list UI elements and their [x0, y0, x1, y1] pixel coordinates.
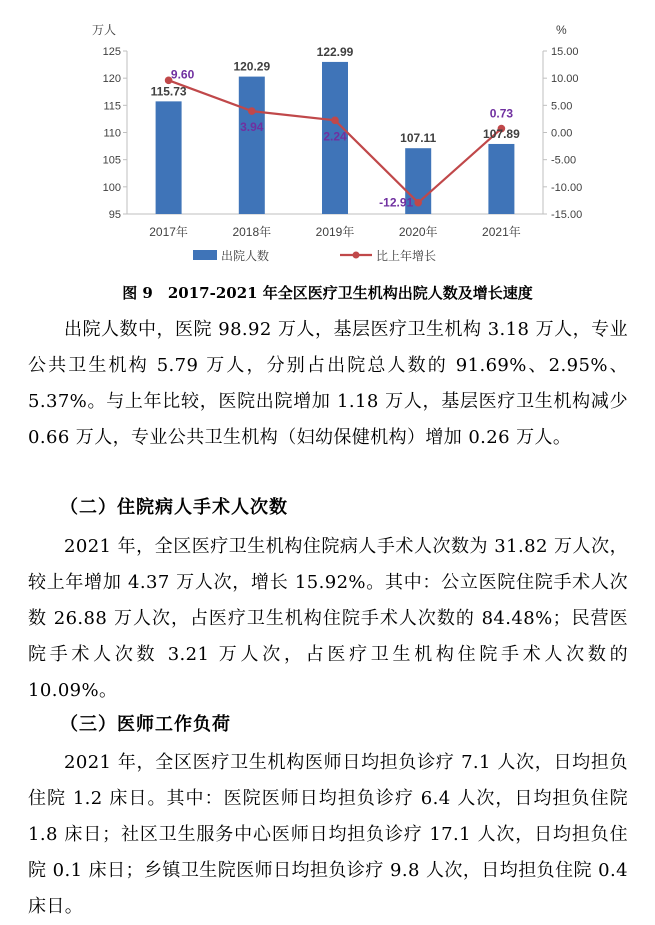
bar-value-label: 122.99 — [316, 44, 354, 59]
left-tick-label: 100 — [102, 181, 121, 194]
bar-line-chart — [0, 0, 655, 275]
right-tick-label: -15.00 — [551, 209, 583, 221]
x-tick-label: 2019年 — [315, 225, 355, 239]
growth-value-label: -12.91 — [379, 195, 414, 210]
left-tick-label: 115 — [103, 100, 121, 113]
growth-value-label: 2.24 — [323, 129, 347, 144]
left-tick-label: 105 — [102, 154, 121, 167]
growth-point — [414, 199, 422, 207]
bar — [156, 101, 182, 214]
bar-value-label: 120.29 — [233, 59, 271, 74]
figure-caption: 图 9 2017-2021 年全区医疗卫生机构出院人数及增长速度 — [122, 284, 533, 302]
left-tick-label: 95 — [108, 209, 121, 221]
x-tick-label: 2018年 — [232, 225, 272, 239]
right-tick-label: -5.00 — [551, 154, 577, 167]
left-tick-label: 120 — [102, 73, 121, 86]
bar — [488, 144, 514, 214]
legend-bar-swatch — [193, 250, 217, 260]
legend-line-label: 比上年增长 — [376, 249, 437, 263]
growth-value-label: 9.60 — [170, 67, 195, 82]
growth-value-label: 0.73 — [489, 106, 514, 121]
paragraph-surgeries: 2021 年，全区医疗卫生机构住院病人手术人次数为 31.82 万人次，较上年增加 4.37 万人次，增长 15.92%。其中：公立医院住院手术人次数 26.88 万人次，占医疗卫生机构住院手术人次数的 84.48%；民营医院手术人次数 3.21 万人次，占医疗卫生机构住院手术人次数的 10.09%。 — [28, 536, 628, 701]
left-tick-label: 125 — [102, 46, 121, 58]
section-heading-physician-workload: （三）医师工作负荷 — [60, 714, 231, 735]
growth-point — [248, 107, 256, 115]
left-axis-unit: 万人 — [92, 23, 117, 37]
growth-point — [331, 117, 339, 125]
legend-line-marker — [353, 252, 360, 259]
right-axis-unit: % — [556, 23, 567, 37]
legend-bar-label: 出院人数 — [221, 249, 270, 263]
bar-value-label: 107.11 — [400, 131, 437, 146]
right-tick-label: 10.00 — [551, 73, 579, 86]
bar-value-label: 107.89 — [483, 126, 520, 141]
x-tick-label: 2020年 — [398, 225, 438, 239]
paragraph-physician-workload: 2021 年，全区医疗卫生机构医师日均担负诊疗 7.1 人次，日均担负住院 1.2 床日。其中：医院医师日均担负诊疗 6.4 人次，日均担负住院 1.8 床日；社区卫生服务中心医师日均担负诊疗 17.1 人次，日均担负住院 0.1 床日；乡镇卫生院医师日均担负诊疗 9.8 人次，日均担负住院 0.4 床日。 — [28, 752, 628, 917]
left-tick-label: 110 — [103, 127, 121, 140]
x-tick-label: 2017年 — [149, 225, 188, 239]
growth-value-label: 3.94 — [240, 120, 264, 135]
right-tick-label: 0.00 — [551, 127, 573, 140]
right-tick-label: 5.00 — [551, 100, 573, 113]
right-tick-label: 15.00 — [551, 46, 579, 58]
legend — [193, 248, 436, 263]
right-tick-label: -10.00 — [551, 181, 583, 194]
section-heading-surgeries: （二）住院病人手术人次数 — [60, 497, 288, 518]
bar — [239, 77, 265, 214]
x-tick-label: 2021年 — [482, 225, 521, 239]
paragraph-discharges: 出院人数中，医院 98.92 万人，基层医疗卫生机构 3.18 万人，专业公共卫生机构 5.79 万人，分别占出院总人数的 91.69%、2.95%、5.37%。与上年比较，医院出院增加 1.18 万人，基层医疗卫生机构减少 0.66 万人，专业公共卫生机构（妇幼保健机构）增加 0.26 万人。 — [28, 319, 628, 448]
bar-value-label: 115.73 — [150, 84, 187, 99]
